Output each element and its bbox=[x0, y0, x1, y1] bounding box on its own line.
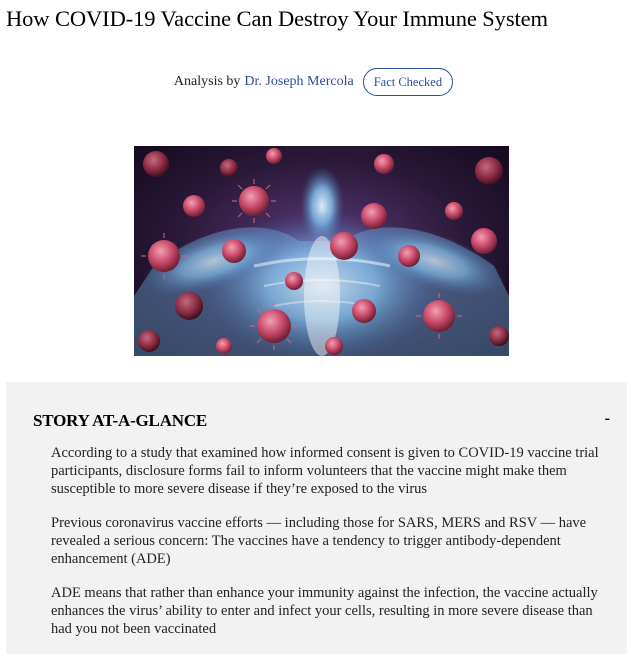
list-item: According to a study that examined how informed consent is given to COVID-19 vaccine trial participants, disclosure forms fail to inform volunteers that the vaccine might make them susceptible to more severe disease if they’re exposed to the virus bbox=[51, 445, 599, 497]
hero-image bbox=[134, 146, 509, 356]
story-at-a-glance-heading: STORY AT-A-GLANCE bbox=[33, 411, 208, 430]
collapse-toggle-button[interactable]: - bbox=[604, 410, 610, 427]
virus-body-illustration-icon bbox=[134, 146, 509, 356]
byline bbox=[0, 68, 627, 96]
story-at-a-glance-list bbox=[51, 444, 611, 654]
list-item: Previous coronavirus vaccine efforts — including those for SARS, MERS and RSV — have revealed a serious concern: The vaccines have a tendency to trigger antibody-dependent enhancement (ADE) bbox=[51, 515, 587, 567]
list-item: ADE means that rather than enhance your immunity against the infection, the vaccine actually enhances the virus’ ability to enter and infect your cells, resulting in more severe disease than had you not been vaccinated bbox=[51, 585, 598, 637]
story-at-a-glance-panel bbox=[6, 382, 627, 654]
fact-checked-badge[interactable]: Fact Checked bbox=[363, 68, 453, 96]
author-link[interactable]: Dr. Joseph Mercola bbox=[244, 74, 354, 89]
byline-prefix: Analysis by bbox=[173, 74, 241, 89]
article-title: How COVID-19 Vaccine Can Destroy Your Immune System bbox=[6, 6, 548, 31]
